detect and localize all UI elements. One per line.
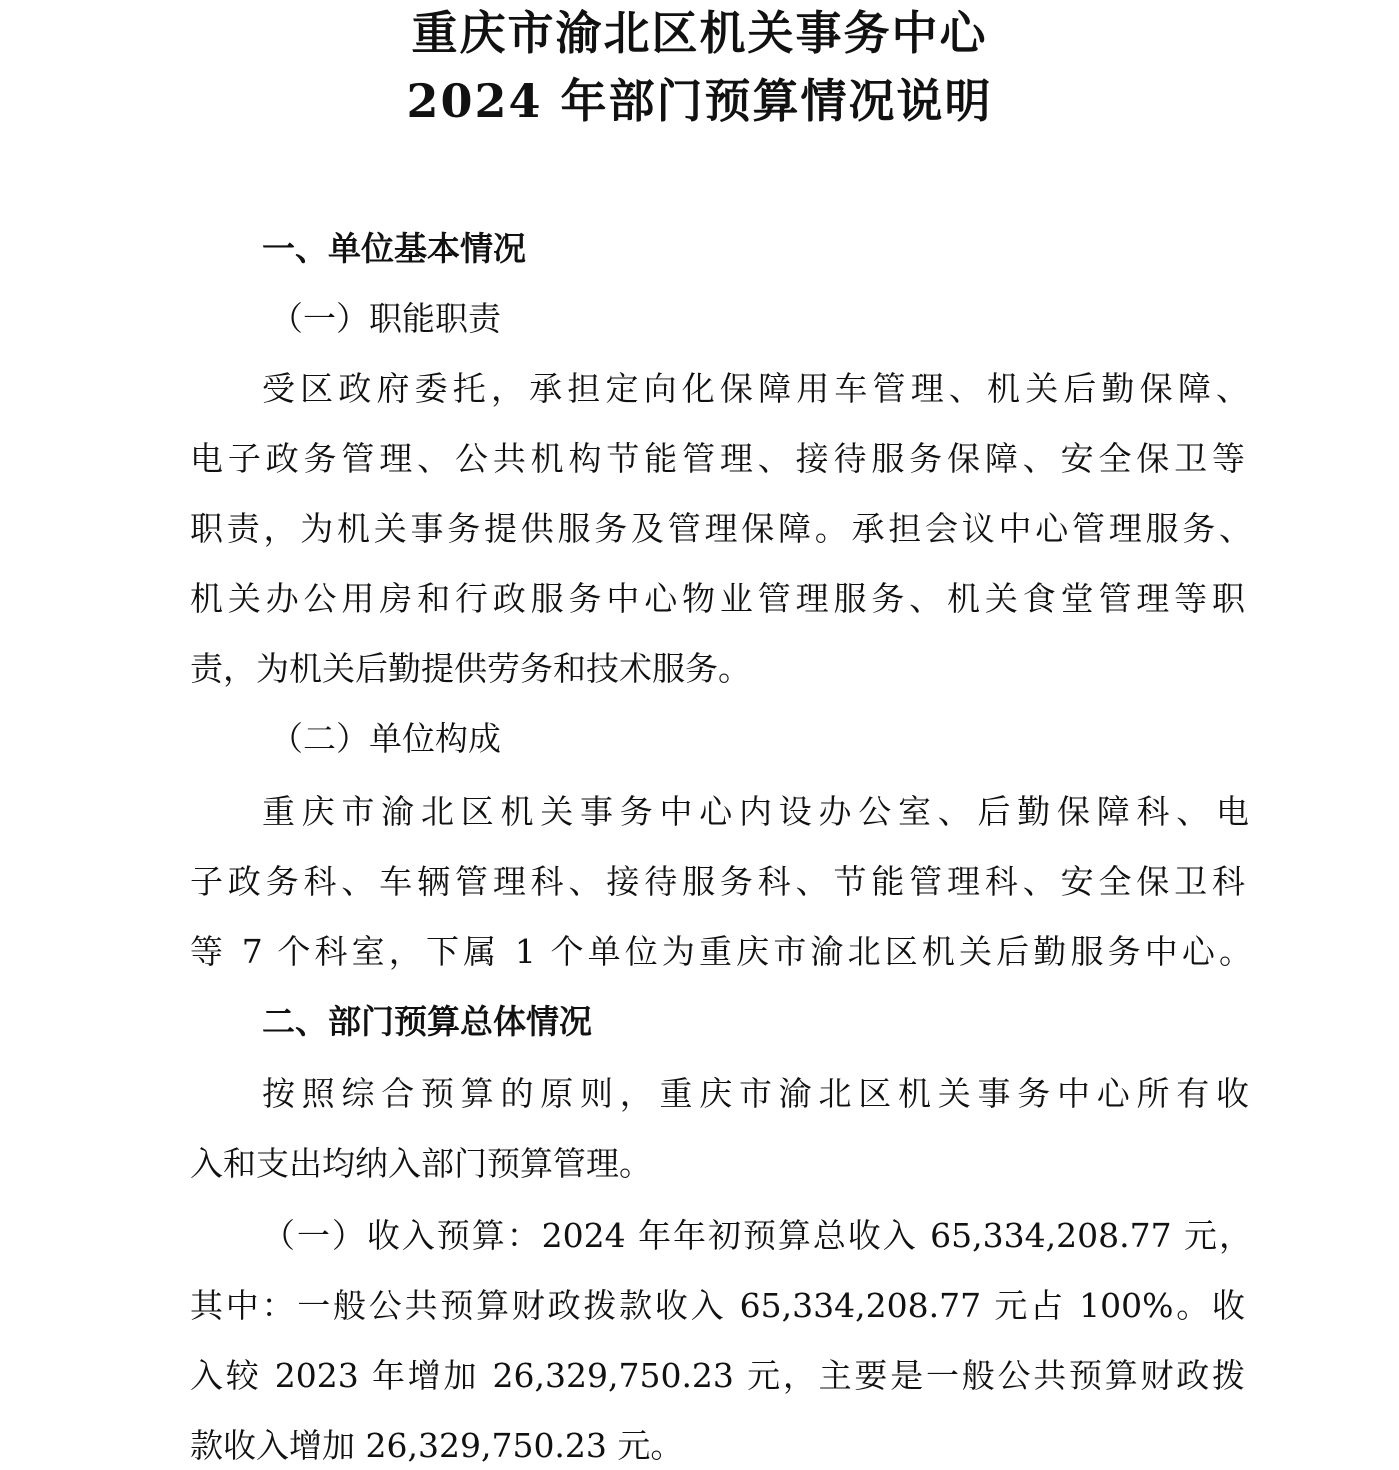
paragraph-line: 款收入增加 26,329,750.23 元。: [190, 1426, 684, 1465]
paragraph-line: 其中：一般公共预算财政拨款收入 65,334,208.77 元占 100%。收: [190, 1286, 1245, 1325]
paragraph-line: 责，为机关后勤提供劳务和技术服务。: [190, 649, 751, 688]
section-heading-basic-info: 一、单位基本情况: [262, 229, 526, 268]
subsection-heading-structure: （二）单位构成: [270, 719, 501, 758]
paragraph-line: 子政务科、车辆管理科、接待服务科、节能管理科、安全保卫科: [190, 862, 1245, 901]
subsection-heading-duties: （一）职能职责: [270, 299, 501, 338]
paragraph-line: 重庆市渝北区机关事务中心内设办公室、后勤保障科、电: [262, 792, 1249, 831]
paragraph-line: 职责，为机关事务提供服务及管理保障。承担会议中心管理服务、: [190, 509, 1252, 548]
section-heading-budget-overview: 二、部门预算总体情况: [262, 1002, 592, 1041]
paragraph-line: 电子政务管理、公共机构节能管理、接待服务保障、安全保卫等: [190, 439, 1245, 478]
paragraph-line: （一）收入预算：2024 年年初预算总收入 65,334,208.77 元，: [262, 1216, 1252, 1255]
paragraph-line: 受区政府委托，承担定向化保障用车管理、机关后勤保障、: [262, 369, 1249, 408]
paragraph-line: 等 7 个科室，下属 1 个单位为重庆市渝北区机关后勤服务中心。: [190, 932, 1252, 971]
paragraph-line: 机关办公用房和行政服务中心物业管理服务、机关食堂管理等职: [190, 579, 1245, 618]
paragraph-line: 入和支出均纳入部门预算管理。: [190, 1144, 652, 1183]
paragraph-line: 按照综合预算的原则，重庆市渝北区机关事务中心所有收: [262, 1074, 1249, 1113]
paragraph-line: 入较 2023 年增加 26,329,750.23 元，主要是一般公共预算财政拨: [190, 1356, 1245, 1395]
document-title-line2: 2024 年部门预算情况说明: [406, 74, 993, 128]
document-title-line1: 重庆市渝北区机关事务中心: [411, 6, 988, 60]
